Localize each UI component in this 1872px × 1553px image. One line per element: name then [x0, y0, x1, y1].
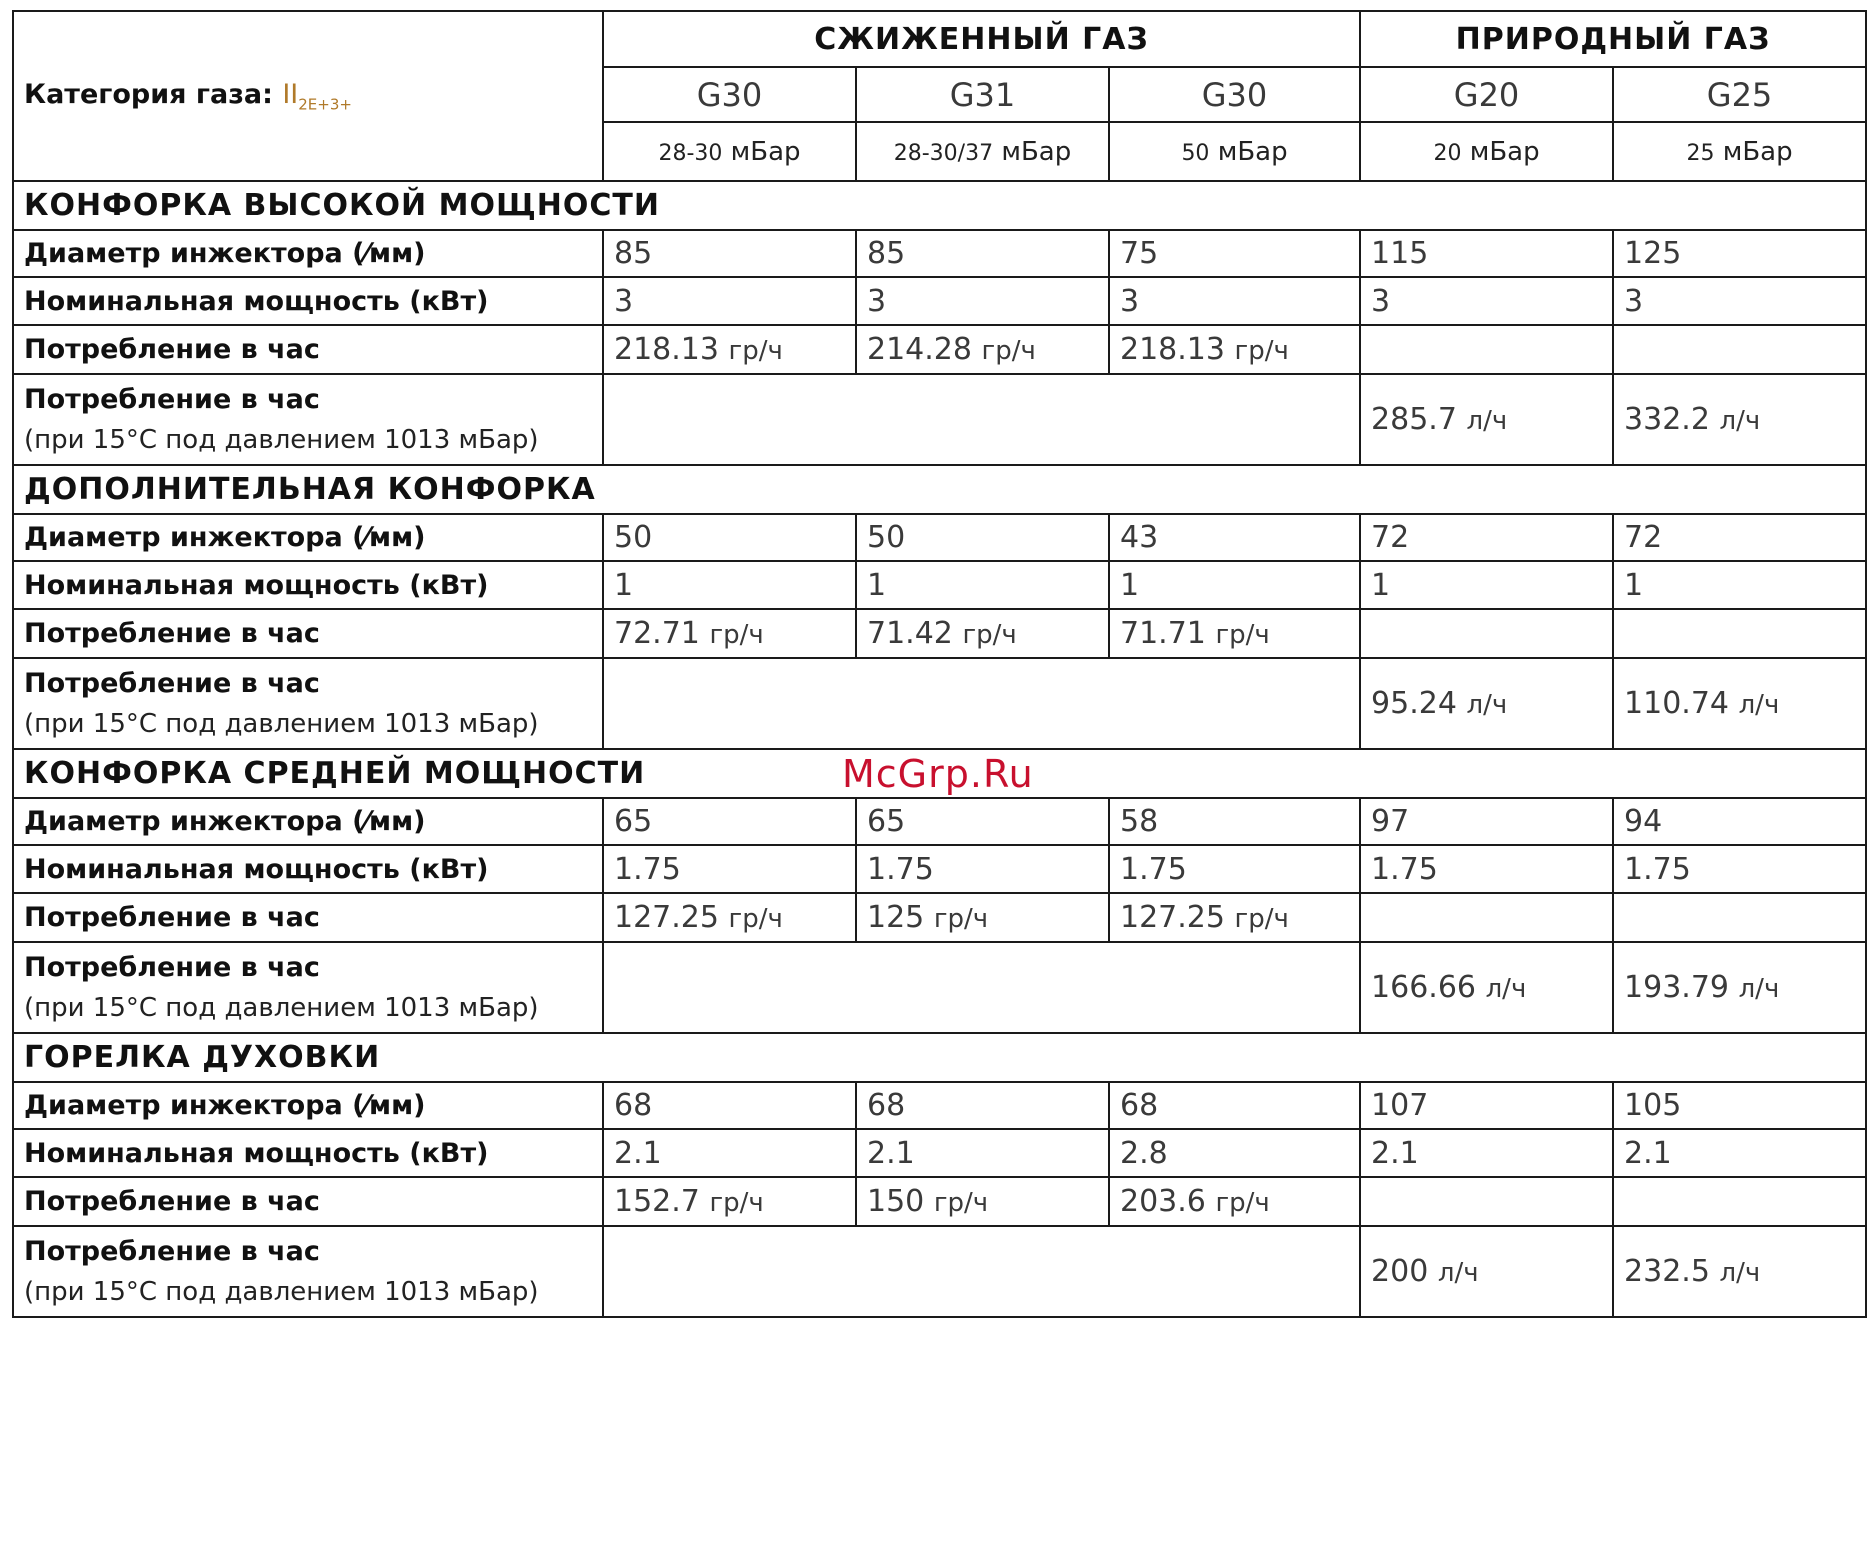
injector-value-cell: 72 — [1613, 514, 1866, 561]
power-value-cell: 1 — [603, 561, 856, 609]
power-value-cell: 3 — [1613, 277, 1866, 325]
consumption-lpg-cell — [603, 609, 856, 658]
gas-category-cell — [13, 11, 603, 181]
section-title: КОНФОРКА ВЫСОКОЙ МОЩНОСТИ — [13, 181, 1866, 230]
power-row — [13, 1129, 1866, 1177]
value-number: 127.25 — [1120, 900, 1225, 935]
empty-cell — [1360, 609, 1613, 658]
pressure-cell — [856, 122, 1109, 181]
param-label-power: Номинальная мощность (кВт) — [13, 277, 603, 325]
pressure-unit: мБар — [1469, 136, 1540, 167]
injector-value-cell: 125 — [1613, 230, 1866, 277]
injector-value-cell: 65 — [603, 798, 856, 845]
value-number: 285.7 — [1371, 402, 1457, 437]
value-number: 166.66 — [1371, 970, 1477, 1005]
gas-category-code-sub: 2E+3+ — [298, 95, 352, 114]
injector-row — [13, 514, 1866, 561]
pressure-value: 50 — [1181, 140, 1210, 166]
consumption-conditions-note: (при 15°С под давлением 1013 мБар) — [24, 993, 539, 1023]
param-label-consumption-15c — [13, 374, 603, 465]
power-value-cell: 3 — [603, 277, 856, 325]
injector-row — [13, 1082, 1866, 1129]
consumption-lpg-cell — [603, 893, 856, 942]
param-label-consumption-15c — [13, 658, 603, 749]
gas-code-cell: G25 — [1613, 67, 1866, 122]
power-value-cell: 1 — [1613, 561, 1866, 609]
consumption-15c-row — [13, 942, 1866, 1033]
value-unit: л/ч — [1437, 1258, 1479, 1288]
consumption-lpg-cell — [1109, 1177, 1360, 1226]
empty-merged-cell — [603, 374, 1360, 465]
injector-value-cell: 107 — [1360, 1082, 1613, 1129]
empty-cell — [1613, 609, 1866, 658]
value-number: 127.25 — [614, 900, 719, 935]
pressure-unit: мБар — [1722, 136, 1793, 167]
power-value-cell: 3 — [856, 277, 1109, 325]
value-unit: гр/ч — [709, 620, 764, 650]
value-number: 232.5 — [1624, 1254, 1710, 1289]
consumption-lpg-cell — [603, 1177, 856, 1226]
injector-row — [13, 230, 1866, 277]
consumption-label: Потребление в час — [24, 384, 320, 415]
gas-parameters-table — [12, 10, 1867, 1318]
param-label-injector: Диаметр инжектора (⁄мм) — [13, 1082, 603, 1129]
empty-merged-cell — [603, 1226, 1360, 1317]
gas-category-code-main: II — [282, 78, 299, 110]
pressure-cell — [1109, 122, 1360, 181]
gas-category-label: Категория газа — [24, 78, 263, 110]
injector-row — [13, 798, 1866, 845]
watermark-text: McGrp.Ru — [842, 752, 1034, 796]
power-value-cell: 1.75 — [603, 845, 856, 893]
injector-value-cell: 85 — [603, 230, 856, 277]
power-row — [13, 277, 1866, 325]
power-value-cell: 1 — [856, 561, 1109, 609]
pressure-unit: мБар — [1001, 136, 1072, 167]
power-value-cell: 2.8 — [1109, 1129, 1360, 1177]
consumption-conditions-note: (при 15°С под давлением 1013 мБар) — [24, 709, 539, 739]
value-number: 218.13 — [614, 332, 719, 367]
param-label-consumption: Потребление в час — [13, 325, 603, 374]
value-number: 203.6 — [1120, 1184, 1206, 1219]
value-number: 193.79 — [1624, 970, 1730, 1005]
consumption-lpg-cell — [1109, 609, 1360, 658]
param-label-consumption: Потребление в час — [13, 893, 603, 942]
value-unit: гр/ч — [933, 1188, 989, 1218]
value-unit: гр/ч — [728, 336, 783, 366]
pressure-cell — [1613, 122, 1866, 181]
injector-value-cell: 50 — [603, 514, 856, 561]
param-label-power: Номинальная мощность (кВт) — [13, 1129, 603, 1177]
param-label-injector: Диаметр инжектора (⁄мм) — [13, 514, 603, 561]
value-unit: гр/ч — [981, 336, 1036, 366]
power-value-cell: 1.75 — [1109, 845, 1360, 893]
injector-value-cell: 97 — [1360, 798, 1613, 845]
gas-category-code — [282, 78, 352, 114]
value-unit: гр/ч — [1234, 904, 1289, 934]
pressure-unit: мБар — [1217, 136, 1288, 167]
power-value-cell: 1 — [1109, 561, 1360, 609]
consumption-row — [13, 325, 1866, 374]
value-unit: гр/ч — [962, 620, 1017, 650]
injector-value-cell: 68 — [856, 1082, 1109, 1129]
consumption-row — [13, 1177, 1866, 1226]
empty-cell — [1360, 1177, 1613, 1226]
consumption-lpg-cell — [603, 325, 856, 374]
gas-code-cell: G31 — [856, 67, 1109, 122]
section-title-row — [13, 181, 1866, 230]
consumption-ng-cell — [1360, 658, 1613, 749]
injector-value-cell: 43 — [1109, 514, 1360, 561]
empty-cell — [1360, 893, 1613, 942]
power-value-cell: 3 — [1109, 277, 1360, 325]
group-header-natural-gas: ПРИРОДНЫЙ ГАЗ — [1360, 11, 1866, 67]
value-number: 152.7 — [614, 1184, 700, 1219]
consumption-conditions-note: (при 15°С под давлением 1013 мБар) — [24, 425, 539, 455]
empty-cell — [1613, 893, 1866, 942]
consumption-ng-cell — [1360, 942, 1613, 1033]
injector-value-cell: 68 — [603, 1082, 856, 1129]
value-unit: л/ч — [1466, 406, 1508, 436]
injector-value-cell: 115 — [1360, 230, 1613, 277]
power-value-cell: 1.75 — [1360, 845, 1613, 893]
injector-value-cell: 75 — [1109, 230, 1360, 277]
consumption-label: Потребление в час — [24, 952, 320, 983]
value-unit: л/ч — [1719, 406, 1761, 436]
section-title-row — [13, 1033, 1866, 1082]
section-title: КОНФОРКА СРЕДНЕЙ МОЩНОСТИ — [13, 749, 1866, 798]
empty-merged-cell — [603, 658, 1360, 749]
pressure-cell — [603, 122, 856, 181]
section-title: ГОРЕЛКА ДУХОВКИ — [13, 1033, 1866, 1082]
power-row — [13, 561, 1866, 609]
power-value-cell: 1.75 — [1613, 845, 1866, 893]
injector-value-cell: 50 — [856, 514, 1109, 561]
param-label-power: Номинальная мощность (кВт) — [13, 845, 603, 893]
table-body — [13, 11, 1866, 1317]
power-value-cell: 3 — [1360, 277, 1613, 325]
consumption-label: Потребление в час — [24, 668, 320, 699]
power-value-cell: 2.1 — [1613, 1129, 1866, 1177]
consumption-ng-cell — [1360, 374, 1613, 465]
injector-value-cell: 85 — [856, 230, 1109, 277]
value-number: 95.24 — [1371, 686, 1457, 721]
value-unit: л/ч — [1485, 974, 1527, 1004]
section-title-row — [13, 465, 1866, 514]
consumption-ng-cell — [1613, 658, 1866, 749]
pressure-value: 20 — [1433, 140, 1462, 166]
injector-value-cell: 94 — [1613, 798, 1866, 845]
consumption-lpg-cell — [856, 893, 1109, 942]
value-unit: гр/ч — [1215, 1188, 1270, 1218]
value-number: 72.71 — [614, 616, 700, 651]
consumption-row — [13, 609, 1866, 658]
value-unit: л/ч — [1466, 690, 1508, 720]
consumption-15c-row — [13, 374, 1866, 465]
empty-cell — [1613, 325, 1866, 374]
value-unit: гр/ч — [1234, 336, 1289, 366]
consumption-lpg-cell — [856, 609, 1109, 658]
consumption-ng-cell — [1613, 374, 1866, 465]
value-number: 110.74 — [1624, 686, 1730, 721]
consumption-lpg-cell — [856, 1177, 1109, 1226]
gas-code-cell: G30 — [603, 67, 856, 122]
empty-merged-cell — [603, 942, 1360, 1033]
value-number: 218.13 — [1120, 332, 1225, 367]
consumption-lpg-cell — [856, 325, 1109, 374]
param-label-consumption: Потребление в час — [13, 609, 603, 658]
consumption-15c-row — [13, 1226, 1866, 1317]
power-value-cell: 1.75 — [856, 845, 1109, 893]
injector-value-cell: 58 — [1109, 798, 1360, 845]
empty-cell — [1613, 1177, 1866, 1226]
injector-value-cell: 105 — [1613, 1082, 1866, 1129]
param-label-consumption-15c — [13, 1226, 603, 1317]
value-number: 150 — [867, 1184, 925, 1219]
param-label-injector: Диаметр инжектора (⁄мм) — [13, 798, 603, 845]
value-unit: гр/ч — [933, 904, 989, 934]
pressure-value: 25 — [1686, 140, 1715, 166]
consumption-label: Потребление в час — [24, 1236, 320, 1267]
power-row — [13, 845, 1866, 893]
param-label-injector: Диаметр инжектора (⁄мм) — [13, 230, 603, 277]
pressure-value: 28-30 — [658, 140, 723, 166]
power-value-cell: 2.1 — [856, 1129, 1109, 1177]
group-header-lpg: СЖИЖЕННЫЙ ГАЗ — [603, 11, 1360, 67]
empty-cell — [1360, 325, 1613, 374]
consumption-ng-cell — [1360, 1226, 1613, 1317]
value-number: 214.28 — [867, 332, 972, 367]
section-title: ДОПОЛНИТЕЛЬНАЯ КОНФОРКА — [13, 465, 1866, 514]
pressure-cell — [1360, 122, 1613, 181]
value-unit: л/ч — [1738, 974, 1780, 1004]
param-label-consumption-15c — [13, 942, 603, 1033]
value-unit: гр/ч — [1215, 620, 1270, 650]
power-value-cell: 1 — [1360, 561, 1613, 609]
pressure-unit: мБар — [730, 136, 801, 167]
value-number: 71.71 — [1120, 616, 1206, 651]
value-unit: л/ч — [1738, 690, 1780, 720]
param-label-power: Номинальная мощность (кВт) — [13, 561, 603, 609]
value-number: 71.42 — [867, 616, 953, 651]
pressure-value: 28-30/37 — [893, 140, 994, 166]
injector-value-cell: 72 — [1360, 514, 1613, 561]
consumption-conditions-note: (при 15°С под давлением 1013 мБар) — [24, 1277, 539, 1307]
value-number: 125 — [867, 900, 925, 935]
gas-category-separator: : — [262, 78, 283, 110]
gas-code-cell: G30 — [1109, 67, 1360, 122]
injector-value-cell: 68 — [1109, 1082, 1360, 1129]
consumption-ng-cell — [1613, 942, 1866, 1033]
value-unit: л/ч — [1719, 1258, 1761, 1288]
value-unit: гр/ч — [728, 904, 783, 934]
consumption-15c-row — [13, 658, 1866, 749]
consumption-row — [13, 893, 1866, 942]
value-number: 200 — [1371, 1254, 1429, 1289]
power-value-cell: 2.1 — [1360, 1129, 1613, 1177]
value-unit: гр/ч — [709, 1188, 764, 1218]
consumption-ng-cell — [1613, 1226, 1866, 1317]
consumption-lpg-cell — [1109, 893, 1360, 942]
value-number: 332.2 — [1624, 402, 1710, 437]
header-row-groups — [13, 11, 1866, 67]
consumption-lpg-cell — [1109, 325, 1360, 374]
gas-code-cell: G20 — [1360, 67, 1613, 122]
injector-value-cell: 65 — [856, 798, 1109, 845]
power-value-cell: 2.1 — [603, 1129, 856, 1177]
param-label-consumption: Потребление в час — [13, 1177, 603, 1226]
